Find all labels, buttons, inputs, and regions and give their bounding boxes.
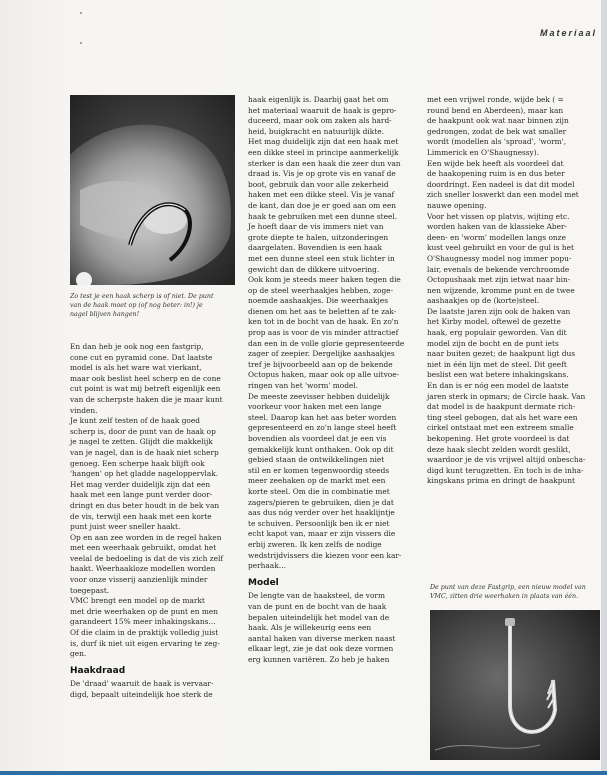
- text-line: zager of zeepier. Dergelijke aashaakjes: [248, 349, 395, 359]
- caption-line: De punt van deze Fastgrip, een nieuw model van: [430, 584, 586, 591]
- text-line: niet in één lijn met de steel. Dit geeft: [427, 359, 567, 369]
- heading-model: Model: [248, 577, 279, 588]
- text-line: echt kapot van, maar er zijn vissers die: [248, 529, 396, 539]
- text-line: perhaak…: [248, 561, 287, 571]
- text-line: elkaar legt, zie je dat ook deze vormen: [248, 644, 394, 654]
- text-line: tref je bijvoorbeeld aan op de bekende: [248, 359, 393, 369]
- text-line: korte steel. Om die in combinatie met: [248, 486, 390, 496]
- text-line: digd kunt terugzetten. En toch is de inha-: [427, 465, 584, 475]
- text-line: Op en aan zee worden in de regel haken: [70, 532, 222, 542]
- caption-line: Zo test je een haak scherp is of niet. De punt: [70, 293, 214, 300]
- text-line: doordringt. Een nadeel is dat dit model: [427, 179, 575, 189]
- photo1-caption: [70, 292, 214, 319]
- text-line: sterker is dan een haak die zeer dun van: [248, 158, 401, 168]
- text-line: vinden.: [70, 405, 98, 415]
- text-line: Voor het vissen op platvis, wijting etc.: [427, 211, 570, 221]
- text-line: daargelaten. Bovendien is een haak: [248, 243, 382, 253]
- text-line: model is als het ware wat vierkant,: [70, 363, 202, 373]
- text-line: voorkeur voor haken met een lange: [248, 402, 382, 412]
- text-line: O'Shaugnessy model nog immer popu-: [427, 253, 572, 263]
- text-line: gen.: [70, 649, 87, 659]
- text-line: deze haak slecht zelden wordt geslikt,: [427, 444, 571, 454]
- fastgrip-hook-illustration: [430, 610, 600, 760]
- text-line: is, durf ik niet uit eigen ervaring te zeg-: [70, 638, 220, 648]
- text-line: garandeert 15% meer inhakingskans…: [70, 617, 216, 627]
- text-line: te schuiven. Persoonlijk ben ik er niet: [248, 518, 390, 528]
- text-line: bepalen uiteindelijk het model van de: [248, 612, 390, 622]
- heading-haakdraad: Haakdraad: [70, 665, 126, 676]
- text-line: met drie weerhaken op de punt en men: [70, 606, 218, 616]
- text-line: de kant, dan doe je er goed aan om een: [248, 200, 397, 210]
- text-line: Octopushaak met zijn ietwat naar bin-: [427, 275, 571, 285]
- text-line: dringt en dus beter houdt in de bek van: [70, 500, 220, 510]
- text-line: met een vrijwel ronde, wijde bek ( =: [427, 95, 564, 104]
- text-line: naar buiten gezet; de haakpunt ligt dus: [427, 349, 576, 359]
- text-line: punt juist weer sneller haakt.: [70, 522, 181, 532]
- text-line: aantal haken van diverse merken naast: [248, 633, 396, 643]
- text-line: Ook kom je steeds meer haken tegen die: [248, 275, 401, 285]
- text-line: lair, evenals de bekende verchroomde: [427, 264, 570, 274]
- text-line: van je nagel, dan is de haak niet scherp: [70, 447, 219, 457]
- text-line: van de scherpste haken die je maar kunt: [70, 394, 223, 404]
- text-line: De meeste zeevisser hebben duidelijk: [248, 391, 390, 401]
- text-line: met een weerhaak gebruikt, omdat het: [70, 543, 217, 553]
- text-line: steel. Daarop kan het aas beter worden: [248, 412, 397, 422]
- text-line: cut point is wat mij betreft eigenlijk een: [70, 384, 221, 394]
- text-line: ringen van het 'worm' model.: [248, 381, 359, 391]
- text-line: duceerd, maar ook om zaken als hard-: [248, 116, 392, 126]
- text-line: heid, buigkracht en natuurlijk dikte.: [248, 126, 384, 136]
- text-line: haak. Als je willekeurig eens een: [248, 623, 372, 633]
- text-line: Of die claim in de praktijk volledig juist: [70, 628, 219, 638]
- text-line: nauwe opening.: [427, 200, 487, 210]
- text-line: cone cut en pyramid cone. Dat laatste: [70, 352, 213, 362]
- text-line: veelal de bedoeling is dat de vis zich zelf: [70, 553, 224, 563]
- text-column-1: [70, 342, 235, 701]
- text-line: aashaakjes op de (korte)steel.: [427, 296, 540, 306]
- text-line: het materiaal waaruit de haak is gepro-: [248, 105, 397, 115]
- caption-line: VMC, zitten drie weerhaken in plaats van één.: [430, 593, 579, 600]
- text-line: De lengte van de haaksteel, de vorm: [248, 591, 385, 601]
- text-line: gedrongen, zodat de bek wat smaller: [427, 126, 567, 136]
- text-line: gebied staan de ontwikkelingen niet: [248, 455, 385, 465]
- text-line: je nagel te zetten. Glijdt die makkelijk: [70, 437, 213, 447]
- text-line: zagers/pieren te gebruiken, dien je dat: [248, 497, 394, 507]
- text-line: VMC brengt een model op de markt: [70, 596, 205, 606]
- text-line: meer zeehaken op de markt met een: [248, 476, 386, 486]
- text-line: dienen om het aas te beletten af te zak-: [248, 306, 397, 316]
- text-line: aas dus nóg verder over het haaklijntje: [248, 508, 395, 518]
- text-line: Het mag duidelijk zijn dat een haak met: [248, 137, 399, 147]
- text-line: grote diepte te halen, uitzonderingen: [248, 232, 389, 242]
- text-line: de vis, terwijl een haak met een korte: [70, 511, 212, 521]
- text-line: wedstrijdvissers die kiezen voor een kar-: [248, 550, 402, 560]
- caption-line: nagel blijven hangen!: [70, 311, 140, 318]
- text-line: gepresenteerd en zo'n lange steel heeft: [248, 423, 397, 433]
- text-line: Octopus haken, maar ook op alle uitvoe-: [248, 370, 400, 380]
- fastgrip-hook-photo: [430, 610, 600, 760]
- text-line: 'hangen' op het gladde nageloppervlak.: [70, 469, 219, 479]
- text-line: haak, erg populair geworden. Van dit: [427, 328, 567, 338]
- text-line: stil en er komen tegenwoordig steeds: [248, 465, 390, 475]
- text-line: een dikke steel in principe aanmerkelijk: [248, 147, 399, 157]
- text-column-2: [248, 95, 418, 665]
- text-line: kingskans prima en dringt de haakpunt: [427, 476, 575, 486]
- text-line: De 'draad' waaruit de haak is vervaar-: [70, 679, 214, 689]
- text-line: gemakkelijk kunt onthaken. Ook op dit: [248, 444, 394, 454]
- text-line: bovendien als voordeel dat je een vis: [248, 434, 387, 443]
- text-line: op de steel weerhaakjes hebben, zoge-: [248, 285, 394, 295]
- page-speck: [80, 42, 82, 44]
- text-line: De laatste jaren zijn ook de haken van: [427, 306, 571, 316]
- text-line: digd, bepaalt uiteindelijk hoe sterk de: [70, 690, 213, 699]
- page-edge: [601, 0, 607, 775]
- text-line: Je kunt zelf testen of de haak goed: [70, 416, 200, 426]
- text-line: haak eigenlijk is. Daarbij gaat het om: [248, 95, 389, 104]
- text-line: van de punt en de bocht van de haak: [248, 601, 387, 611]
- text-line: ting steel gebogen, dat als het ware een: [427, 412, 578, 422]
- text-line: worden haken van de klassieke Aber-: [427, 222, 568, 232]
- text-line: En dan is er nóg een model de laatste: [427, 381, 569, 391]
- bottom-bar: [0, 771, 607, 775]
- text-line: beslist een wat betere inhakingskans.: [427, 370, 569, 380]
- hand-hook-photo: [70, 95, 235, 285]
- text-line: ken tot in de bocht van de haak. En zo'n: [248, 317, 399, 327]
- text-line: noemde aashaakjes. Die weerhaakjes: [248, 296, 388, 306]
- section-header: Materiaal: [539, 28, 597, 38]
- text-line: toegepast.: [70, 585, 110, 595]
- text-line: voor onze visserij aanzienlijk minder: [70, 575, 208, 585]
- text-line: nen wijzende, kromme punt en de twee: [427, 285, 575, 295]
- text-line: gewicht dan de dikkere uitvoering.: [248, 264, 380, 274]
- text-line: scherp is, door de punt van de haak op: [70, 426, 216, 436]
- photo2-caption: [430, 583, 586, 601]
- text-line: genoeg. Een scherpe haak blijft ook: [70, 458, 205, 468]
- text-line: boot, gebruik dan voor alle zekerheid: [248, 179, 389, 189]
- text-line: haakt. Weerhaakloze modellen worden: [70, 564, 216, 574]
- text-line: dat model is de haakpunt dermate rich-: [427, 402, 576, 412]
- text-line: de haakpunt ook wat naar binnen zijn: [427, 116, 569, 126]
- text-line: cirkel ontstaat met een extreem smalle: [427, 423, 574, 433]
- text-line: dan een in de volle glorie gepresenteerde: [248, 338, 405, 348]
- text-line: zich sneller loswerkt dan een model met: [427, 190, 579, 200]
- text-line: Limmerick en O'Shaugnessy).: [427, 147, 539, 157]
- text-line: met een dunne steel een stuk lichter in: [248, 253, 395, 263]
- text-line: deen- en 'worm' modellen langs onze: [427, 232, 566, 242]
- text-line: haken met een dikke steel. Vis je vanaf: [248, 190, 395, 200]
- text-line: waardoor je de vis vrijwel altijd onbescha-: [427, 455, 586, 465]
- text-line: kust veel gebruikt en voor de gul is het: [427, 243, 574, 253]
- text-line: haak met een lange punt verder door-: [70, 490, 213, 500]
- text-line: haak te gebruiken met een dunne steel.: [248, 211, 398, 221]
- text-line: de haakopening ruim is en dus beter: [427, 169, 565, 179]
- text-line: wordt (modellen als 'sproad', 'worm',: [427, 137, 567, 147]
- text-line: En dan heb je ook nog een fastgrip,: [70, 342, 204, 351]
- text-line: erbij zweren. Ik ken zelfs de nodige: [248, 539, 382, 549]
- text-line: het Kirby model, oftewel de gezette: [427, 317, 561, 327]
- text-line: jaren sterk in opmars; de Circle haak. Van: [427, 391, 586, 401]
- hand-hook-illustration: [70, 95, 235, 285]
- text-line: round bend en Aberdeen), maar kan: [427, 105, 564, 115]
- text-line: bekopening. Het grote voordeel is dat: [427, 434, 570, 443]
- text-line: Het mag verder duidelijk zijn dat een: [70, 479, 211, 489]
- caption-line: van de haak moet op (of nog beter: in!) je: [70, 302, 203, 309]
- text-line: erg kunnen variëren. Zo heb je haken: [248, 654, 390, 664]
- text-line: Je hoeft daar de vis immers niet van: [248, 222, 384, 232]
- text-column-3: [427, 95, 600, 487]
- text-line: prop aas is voor de vis minder attractief: [248, 328, 399, 338]
- text-line: model zijn de bocht en de punt iets: [427, 338, 559, 348]
- text-line: maar ook beslist heel scherp en de cone: [70, 373, 221, 383]
- page-speck: [80, 12, 82, 14]
- text-line: Een wijde bek heeft als voordeel dat: [427, 158, 564, 168]
- text-line: draad is. Vis je op grote vis en vanaf de: [248, 169, 396, 179]
